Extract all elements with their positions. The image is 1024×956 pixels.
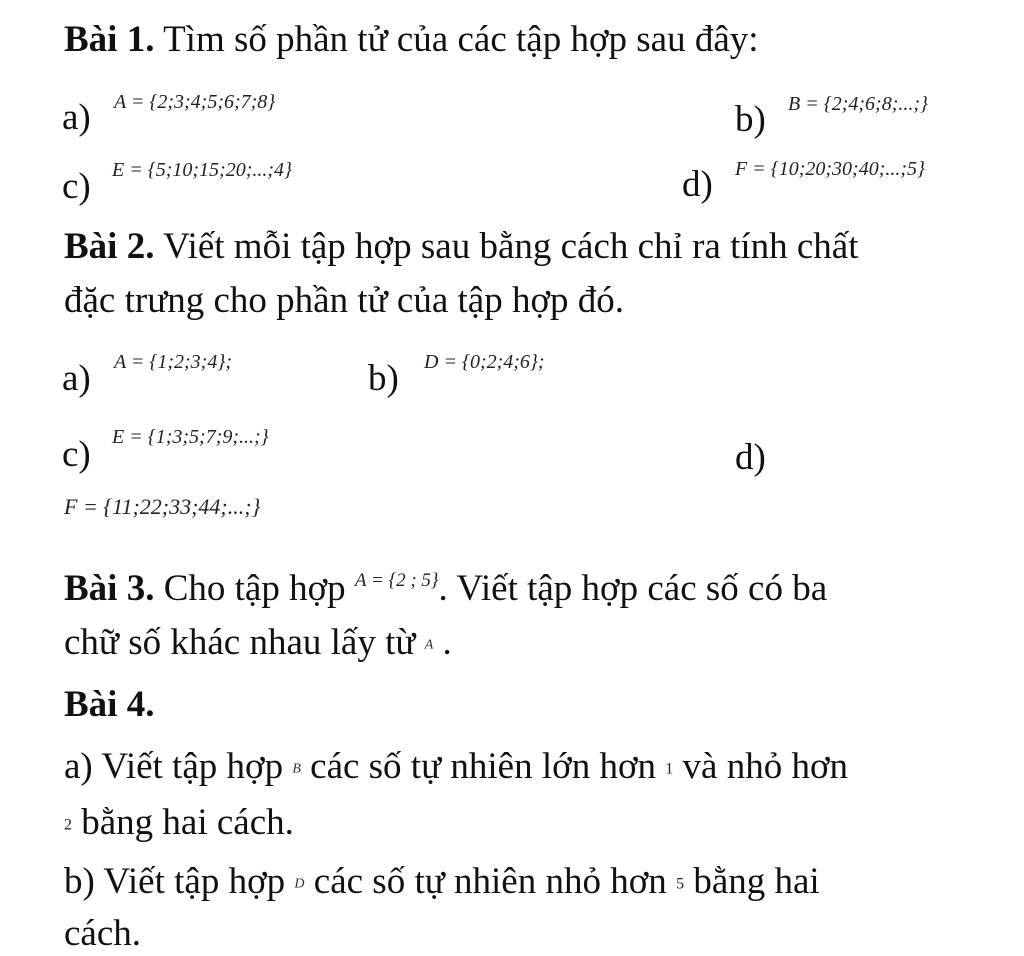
bai2-b-math: D = {0;2;4;6}; <box>424 351 545 373</box>
bai4-b-line2: cách. <box>64 913 142 954</box>
bai3-text1-post: . Viết tập hợp các số có ba <box>438 568 828 609</box>
bai4-b-post: bằng hai <box>693 861 820 902</box>
bai2-line1 <box>64 225 859 269</box>
bai4-b-num: 5 <box>676 875 685 893</box>
bai3-text2-pre: chữ số khác nhau lấy từ <box>64 622 416 663</box>
bai1-b-math: B = {2;4;6;8;...;} <box>788 93 929 115</box>
bai4-a-mid: các số tự nhiên lớn hơn <box>310 746 657 787</box>
bai3-heading: Bài 3. <box>64 568 155 609</box>
bai4-b-line1 <box>64 860 820 907</box>
bai4-a-line2 <box>64 801 294 848</box>
bai2-line2: đặc trưng cho phần tử của tập hợp đó. <box>64 280 625 321</box>
bai1-heading: Bài 1. <box>64 19 155 60</box>
bai1-text: Tìm số phần tử của các tập hợp sau đây: <box>163 19 759 60</box>
bai4-a-post: và nhỏ hơn <box>682 746 849 787</box>
bai4-heading: Bài 4. <box>64 684 155 725</box>
bai3-line1 <box>64 567 827 611</box>
bai4-b-mid: các số tự nhiên nhỏ hơn <box>313 861 667 902</box>
bai4-b-set-d: D <box>294 876 305 892</box>
bai2-a-label: a) <box>62 358 91 399</box>
bai1-d-math: F = {10;20;30;40;...;5} <box>735 158 926 180</box>
bai1-b-label: b) <box>735 99 766 140</box>
bai4-a-num2: 2 <box>64 816 72 834</box>
bai1-title <box>64 18 759 62</box>
bai4-a-line2-text: bằng hai cách. <box>81 802 294 843</box>
bai2-c-label: c) <box>62 434 91 475</box>
bai4-a-pre: a) Viết tập hợp <box>64 746 284 787</box>
bai1-a-math: A = {2;3;4;5;6;7;8} <box>114 91 276 113</box>
bai4-a-line1 <box>64 745 848 792</box>
bai3-text2-post: . <box>442 622 452 663</box>
bai3-set-math: A = {2 ; 5} <box>354 570 439 591</box>
bai1-c-math: E = {5;10;15;20;...;4} <box>112 159 293 181</box>
bai2-c-math: E = {1;3;5;7;9;...;} <box>112 426 269 448</box>
bai2-d-label: d) <box>735 437 766 478</box>
bai3-set-symbol: A <box>424 637 434 653</box>
bai2-d-math: F = {11;22;33;44;...;} <box>64 494 261 519</box>
bai3-line2 <box>64 621 452 668</box>
bai1-d-label: d) <box>682 164 713 205</box>
bai1-c-label: c) <box>62 166 91 207</box>
bai2-heading: Bài 2. <box>64 226 155 267</box>
bai2-a-math: A = {1;2;3;4}; <box>114 351 232 373</box>
bai2-b-label: b) <box>368 358 399 399</box>
bai4-a-set-b: B <box>292 761 301 777</box>
bai4-a-num1: 1 <box>665 760 674 778</box>
bai4-b-pre: b) Viết tập hợp <box>64 861 286 902</box>
bai2-text1: Viết mỗi tập hợp sau bằng cách chỉ ra tính chất <box>163 226 859 267</box>
bai3-text1-pre: Cho tập hợp <box>163 568 346 609</box>
bai1-a-label: a) <box>62 97 91 138</box>
